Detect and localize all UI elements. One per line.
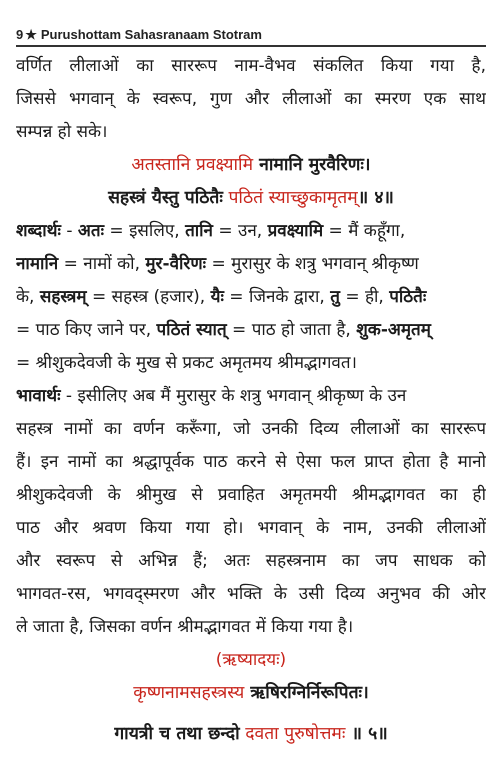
verse-4-black-1: नामानि मुरवैरिणः।	[253, 155, 371, 175]
text: = पाठ हो जाता है,	[226, 320, 357, 340]
page-number: 9	[16, 27, 24, 42]
bhavartha-line-5: पाठ और श्रवण किया गया हो। भगवान् के नाम, उनकी लीलाओं	[16, 518, 486, 538]
term: नामानि	[16, 254, 59, 274]
term: अतः	[77, 221, 105, 241]
term: प्रवक्ष्यामि	[267, 221, 324, 241]
verse-5-black-1: ऋषिरग्निर्निरूपितः।	[244, 683, 369, 703]
text: = नामों को,	[58, 254, 146, 274]
verse-4-number: ॥ ४॥	[357, 188, 394, 208]
term: पठितैः	[389, 287, 427, 307]
text: = श्रीशुकदेवजी के मुख से प्रकट अमृतमय श्रीमद्भागवत।	[16, 353, 357, 373]
bhavartha-line-4: श्रीशुकदेवजी के श्रीमुख से प्रवाहित अमृतमयी श्रीमद्भागवत का ही	[16, 485, 486, 505]
bhavartha-line-1	[16, 380, 486, 413]
page-body	[16, 50, 486, 751]
term: सहस्त्रम्	[39, 287, 87, 307]
text: = उन,	[213, 221, 268, 241]
header-title: Purushottam Sahasranaam Stotram	[40, 27, 262, 42]
meaning-line-3	[16, 281, 486, 314]
bhavartha-line-7: भागवत-रस, भगवद्स्मरण और भक्ति के उसी दिव्य अनुभव की ओर	[16, 584, 486, 604]
verse-4-line-2	[16, 182, 486, 215]
text: के,	[16, 287, 40, 307]
bhavartha-line-6: और स्वरूप से अभिन्न हैं; अतः सहस्त्रनाम का जप साधक को	[16, 551, 486, 571]
page-header	[16, 28, 486, 47]
bhavartha-label: भावार्थः	[16, 386, 61, 406]
verse-5-red-2: दवता पुरुषोत्तमः	[239, 724, 346, 744]
star-icon: ★	[25, 27, 37, 42]
bhavartha-line-3: हैं। इन नामों का श्रद्धापूर्वक पाठ करने से ऐसा फल प्राप्त होता है मानो	[16, 452, 486, 472]
verse-5-black-2: गायत्री च तथा छन्दो	[114, 724, 240, 744]
rishyadi-heading: (ऋष्यादयः)	[215, 650, 287, 670]
spacer	[16, 710, 486, 718]
text: - इसीलिए अब मैं मुरासुर के शत्रु भगवान् श्रीकृष्ण के उन	[60, 386, 407, 406]
meaning-line-2	[16, 248, 486, 281]
term: यैः	[210, 287, 224, 307]
text: = मुरासुर के शत्रु भगवान् श्रीकृष्ण	[206, 254, 419, 274]
term: शुक-अमृतम्	[356, 320, 431, 340]
intro-line-3: सम्पन्न हो सके।	[16, 122, 108, 142]
text: = इसलिए,	[104, 221, 186, 241]
bhavartha-line-2: सहस्त्र नामों का वर्णन करूँगा, जो उनकी दिव्य लीलाओं का साररूप	[16, 419, 486, 439]
text: -	[60, 221, 78, 241]
text: = मैं कहूँगा,	[323, 221, 406, 241]
text: = पाठ किए जाने पर,	[16, 320, 157, 340]
intro-line-2: जिससे भगवान् के स्वरूप, गुण और लीलाओं का स्मरण एक साथ	[16, 89, 486, 109]
meaning-line-1	[16, 215, 486, 248]
term: तानि	[185, 221, 213, 241]
text: = सहस्त्र (हजार),	[86, 287, 211, 307]
verse-4-red-1: अतस्तानि प्रवक्ष्यामि	[131, 155, 254, 175]
term: पठितं स्यात्	[156, 320, 227, 340]
bhavartha-line-8: ले जाता है, जिसका वर्णन श्रीमद्भागवत में किया गया है।	[16, 617, 354, 637]
meaning-label: शब्दार्थः	[16, 221, 61, 241]
term: मुर-वैरिणः	[145, 254, 207, 274]
verse-5-line-2	[16, 718, 486, 751]
text: = जिनके द्वारा,	[223, 287, 331, 307]
verse-4-line-1	[16, 149, 486, 182]
text: = ही,	[339, 287, 390, 307]
term: तु	[330, 287, 340, 307]
verse-5-red-1: कृष्णनामसहस्त्रस्य	[133, 683, 245, 703]
verse-5-number: ॥ ५॥	[345, 724, 388, 744]
verse-4-red-2: पठितं स्याच्छुकामृतम्	[222, 188, 358, 208]
meaning-line-5	[16, 347, 486, 380]
intro-line-1: वर्णित लीलाओं का साररूप नाम-वैभव संकलित किया गया है,	[16, 56, 486, 76]
verse-5-line-1	[16, 677, 486, 710]
verse-4-black-2: सहस्त्रं यैस्तु पठितैः	[108, 188, 223, 208]
meaning-line-4	[16, 314, 486, 347]
